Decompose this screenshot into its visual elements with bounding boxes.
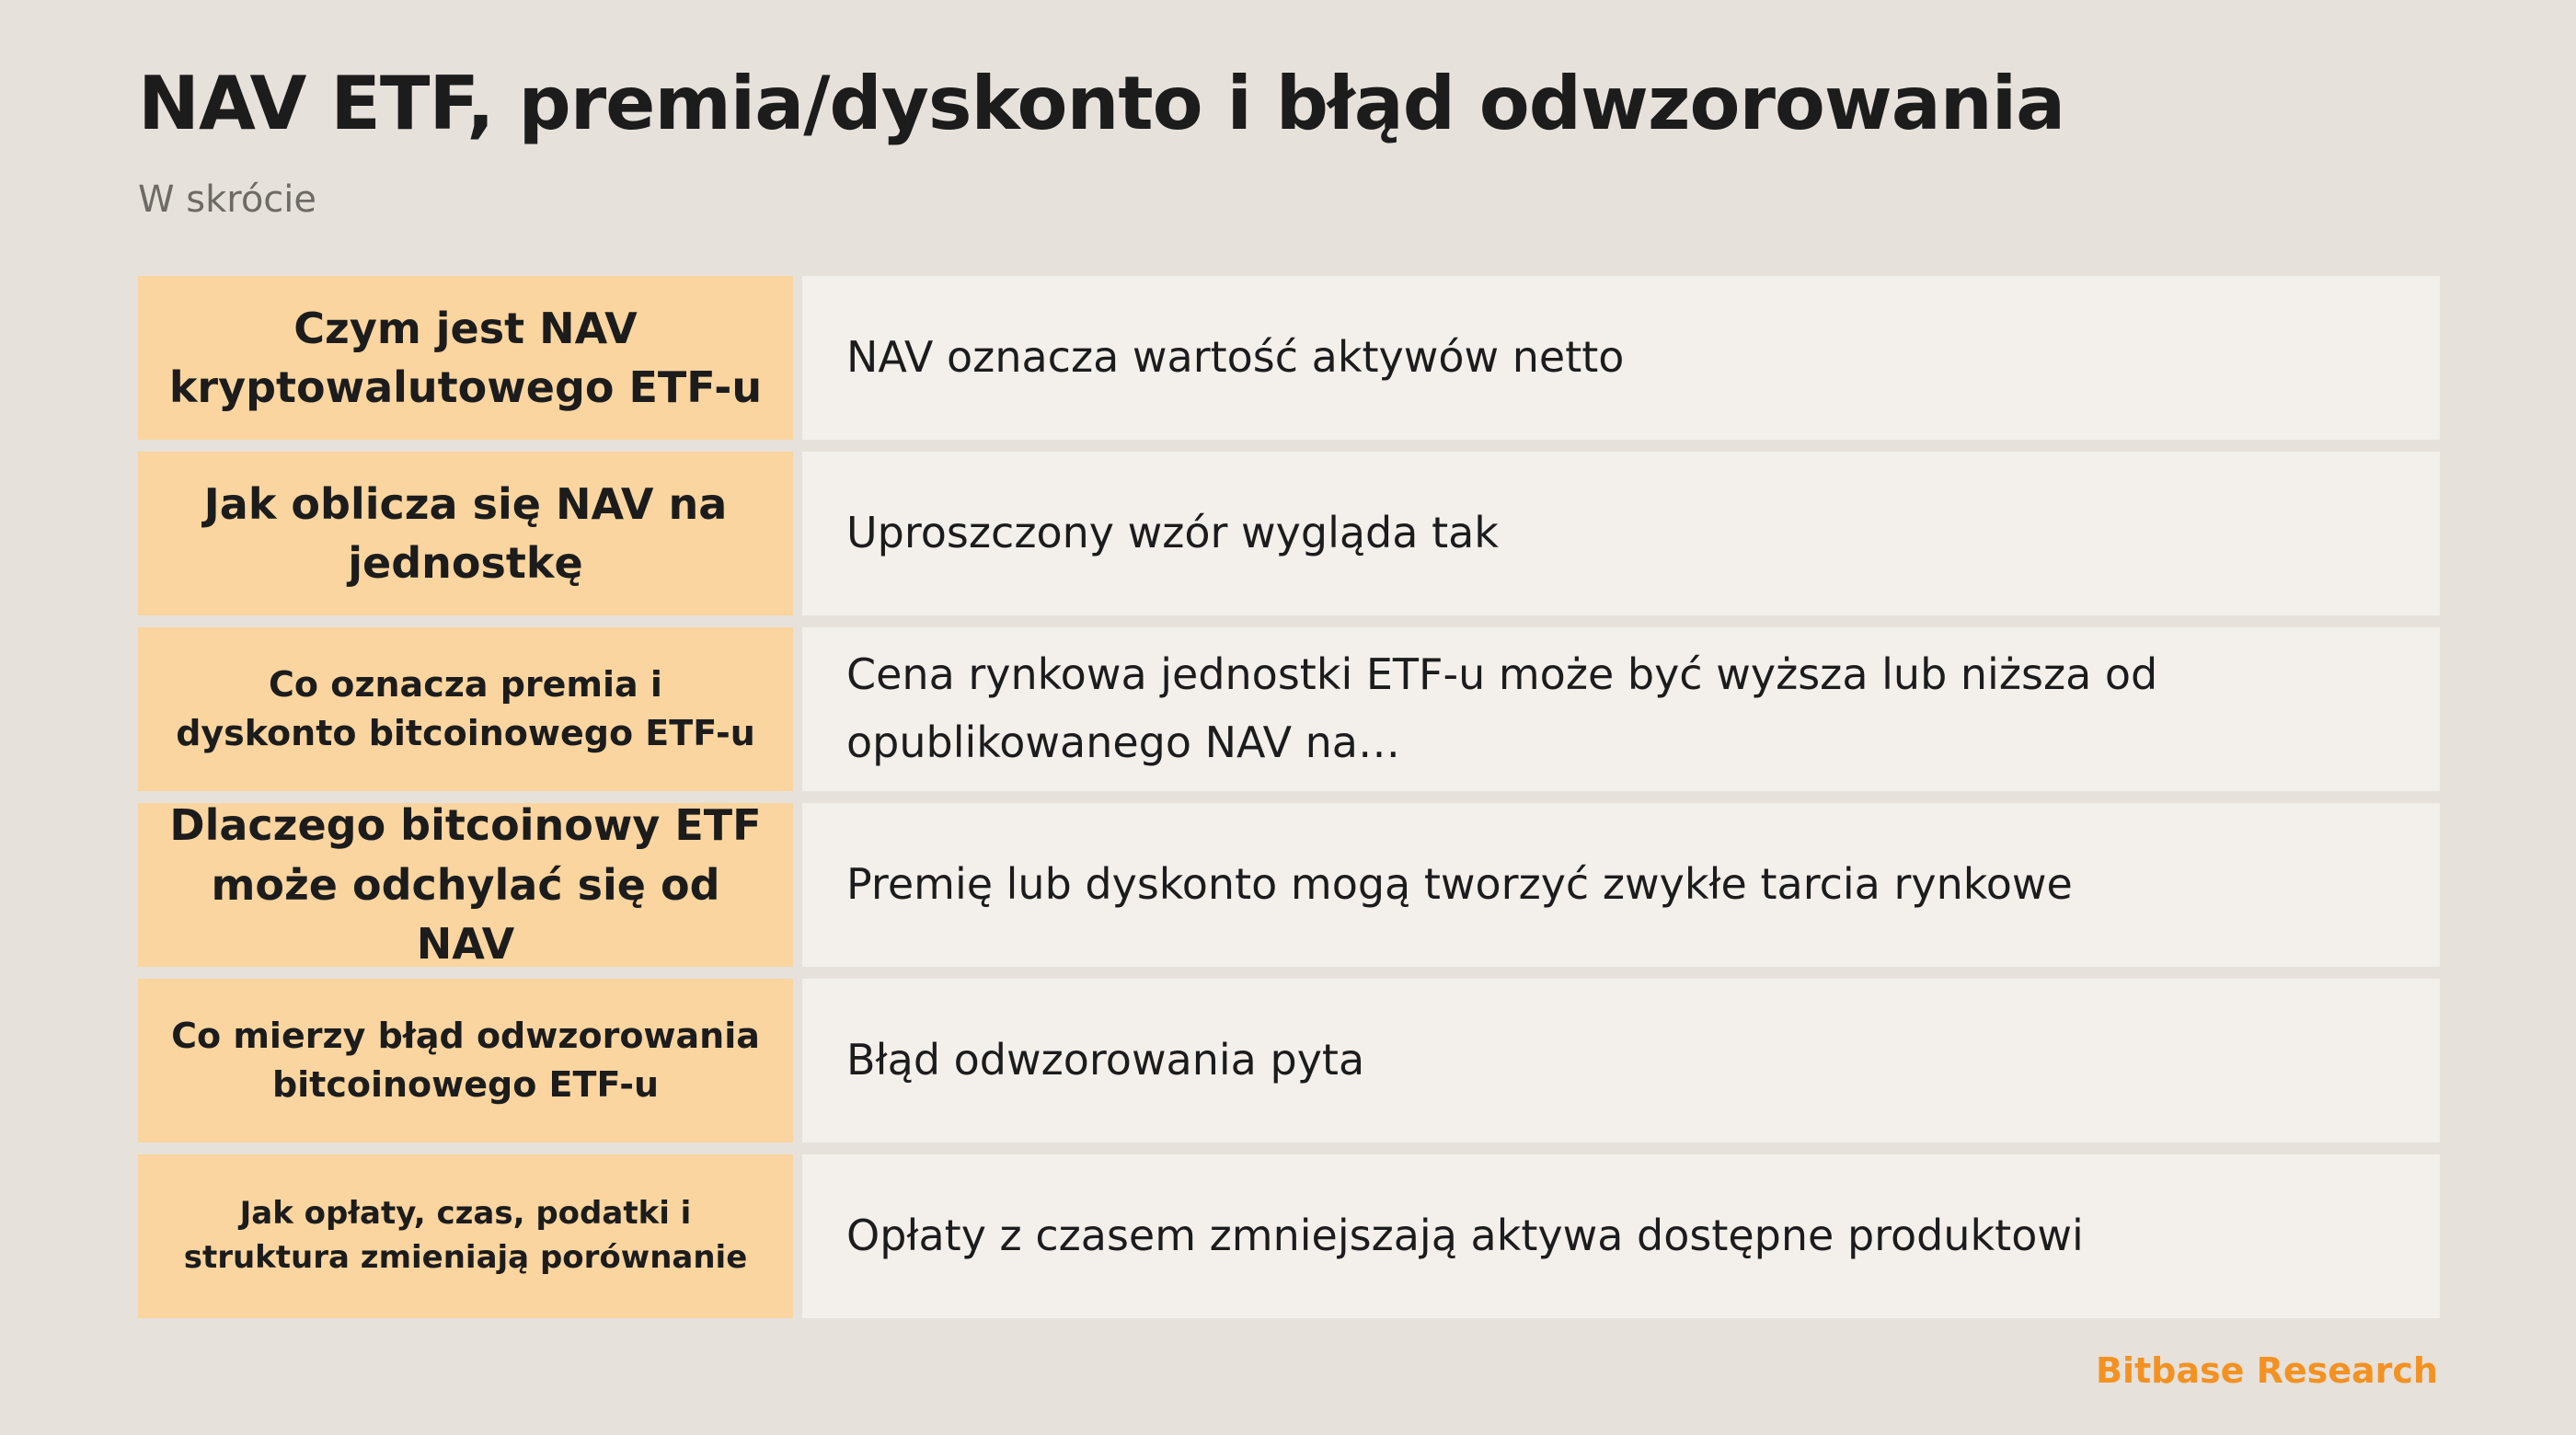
answer-line: NAV oznacza wartość aktywów netto — [846, 332, 1625, 383]
question-line: Jak oblicza się NAV na — [203, 478, 728, 529]
summary-table — [138, 276, 2440, 1330]
table-row — [138, 800, 2440, 970]
question-line: Dlaczego bitcoinowy ETF — [169, 800, 762, 851]
answer-line: Premię lub dyskonto mogą tworzyć zwykłe tarcia rynkowe — [846, 859, 2073, 910]
question-line: struktura zmieniają porównanie — [183, 1239, 748, 1276]
question-line: Co oznacza premia i — [269, 663, 662, 705]
answer-cell — [802, 979, 2440, 1142]
question-cell — [138, 452, 793, 615]
answer-cell — [802, 452, 2440, 615]
question-line: dyskonto bitcoinowego ETF-u — [176, 713, 755, 753]
question-line: Jak opłaty, czas, podatki i — [239, 1195, 692, 1233]
answer-cell — [802, 803, 2440, 967]
answer-line: Opłaty z czasem zmniejszają aktywa dostępne produktowi — [846, 1211, 2084, 1261]
question-line: Czym jest NAV — [293, 303, 638, 353]
question-line: może odchylać się od NAV — [211, 859, 720, 970]
page-subtitle: W skrócie — [138, 178, 317, 221]
answer-line: Cena rynkowa jednostki ETF-u może być wyższa lub niższa od — [846, 649, 2158, 700]
answer-cell — [802, 627, 2440, 791]
answer-cell — [802, 276, 2440, 440]
question-cell — [138, 1154, 793, 1318]
table-row — [138, 627, 2440, 791]
question-cell — [138, 979, 793, 1142]
answer-cell — [802, 1154, 2440, 1318]
answer-line: Uproszczony wzór wygląda tak — [846, 508, 1499, 558]
question-cell — [138, 800, 793, 970]
table-row — [138, 1154, 2440, 1318]
table-row — [138, 276, 2440, 440]
table-row — [138, 452, 2440, 615]
question-line: jednostkę — [348, 538, 583, 588]
answer-line: Błąd odwzorowania pyta — [846, 1035, 1365, 1085]
question-line: bitcoinowego ETF-u — [271, 1064, 660, 1105]
question-cell — [138, 627, 793, 791]
answer-line: opublikowanego NAV na… — [846, 718, 1400, 767]
question-line: Co mierzy błąd odwzorowania — [171, 1015, 760, 1056]
brand-label: Bitbase Research — [2095, 1350, 2438, 1391]
page-title: NAV ETF, premia/dyskonto i błąd odwzorowania — [138, 61, 2065, 146]
question-cell — [138, 276, 793, 440]
table-row — [138, 979, 2440, 1142]
question-line: kryptowalutowego ETF-u — [168, 362, 763, 412]
